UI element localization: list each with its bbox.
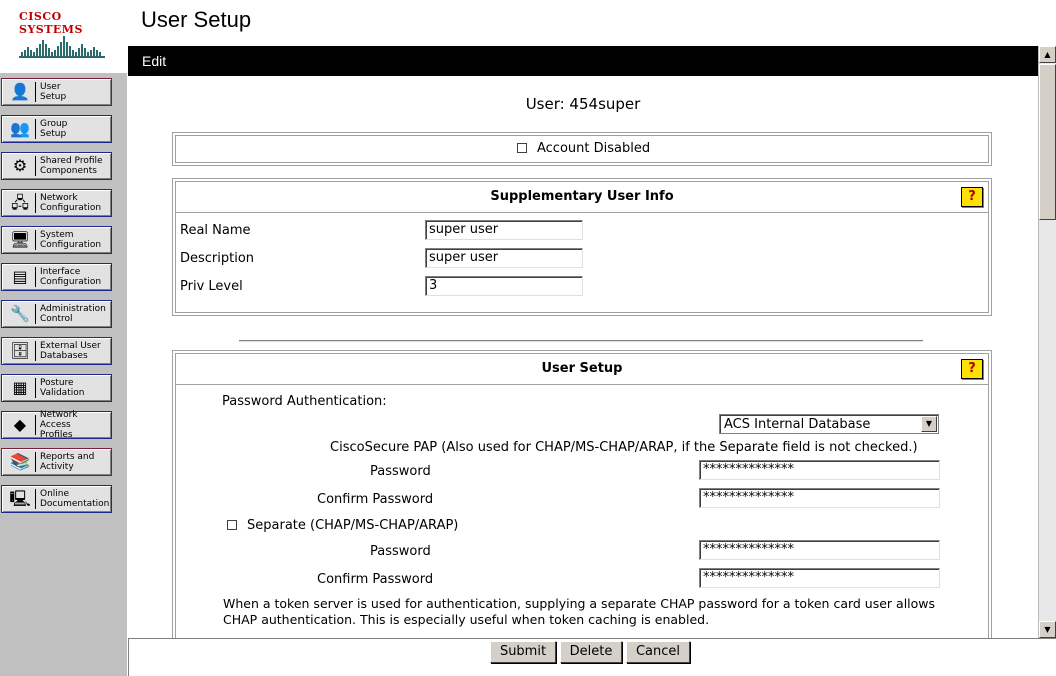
token-note: When a token server is used for authentication, supplying a separate CHAP password for a token card user allows CHAP authentication. This is especially useful when token caching is enabled.: [223, 596, 936, 627]
brand-name: CISCO SYSTEMS: [19, 10, 83, 36]
supplementary-panel: [172, 178, 992, 316]
account-disabled-checkbox[interactable]: [517, 143, 527, 153]
nav-separator: [35, 119, 36, 139]
auth-database-select[interactable]: [719, 414, 939, 434]
nav-label: Posture Validation: [40, 378, 85, 398]
online-docs-icon: 🖳: [9, 489, 31, 508]
admin-control-icon: 🔧: [10, 304, 30, 323]
interface-config-icon: ▤: [12, 267, 28, 286]
nav-label: Shared Profile Components: [40, 156, 103, 176]
nav-item-shared-profile[interactable]: [1, 152, 112, 180]
user-heading: User: 454super: [525, 95, 641, 113]
nav-separator: [35, 82, 36, 102]
nav-separator: [35, 452, 36, 472]
nav-separator: [35, 156, 36, 176]
delete-button[interactable]: Delete: [560, 641, 622, 663]
scroll-down-icon[interactable]: ▼: [1039, 621, 1056, 638]
nav-separator: [35, 193, 36, 213]
chap-confirm-password-field[interactable]: **************: [699, 568, 940, 588]
page-title: User Setup: [141, 7, 252, 32]
scroll-thumb[interactable]: [1039, 64, 1056, 220]
nav-label: Interface Configuration: [40, 267, 102, 287]
chevron-down-icon[interactable]: ▼: [921, 416, 937, 432]
help-icon[interactable]: ?: [961, 359, 983, 379]
reports-icon: 📚: [10, 452, 30, 471]
nav-item-posture-validation[interactable]: [1, 374, 112, 402]
vertical-scrollbar[interactable]: [1038, 46, 1056, 638]
nav-item-network-config[interactable]: [1, 189, 112, 217]
scroll-up-icon[interactable]: ▲: [1039, 46, 1056, 63]
pap-note: CiscoSecure PAP (Also used for CHAP/MS-CHAP/ARAP, if the Separate field is not checked.): [330, 440, 918, 455]
confirm-password-label: Confirm Password: [317, 492, 434, 507]
external-db-icon: 🗄: [9, 341, 31, 360]
nav-label: External User Databases: [40, 341, 101, 361]
shared-profile-icon: ⚙: [12, 156, 28, 175]
submit-button[interactable]: Submit: [490, 641, 556, 663]
section-bar: [128, 46, 1038, 76]
nav-label: User Setup: [40, 82, 67, 102]
main-content: [128, 76, 1038, 638]
nav-label: Online Documentation: [40, 489, 110, 509]
password-label: Password: [370, 464, 431, 479]
separate-label: Separate (CHAP/MS-CHAP/ARAP): [247, 518, 459, 533]
cisco-bridge-icon: [19, 24, 105, 58]
account-disabled-label: Account Disabled: [537, 141, 651, 156]
priv-level-field[interactable]: 3: [425, 276, 583, 296]
nav-item-admin-control[interactable]: [1, 300, 112, 328]
nav-label: System Configuration: [40, 230, 102, 250]
nav-separator: [35, 341, 36, 361]
nav-item-system-config[interactable]: [1, 226, 112, 254]
nav-label: Network Configuration: [40, 193, 102, 213]
nav-label: Reports and Activity: [40, 452, 95, 472]
form-footer: [128, 638, 1056, 676]
nav-separator: [35, 230, 36, 250]
network-access-icon: ◆: [13, 415, 27, 434]
supplementary-title: Supplementary User Info: [176, 182, 988, 213]
user-setup-title: User Setup: [176, 354, 988, 385]
confirm-password-field[interactable]: **************: [699, 488, 940, 508]
nav-item-online-docs[interactable]: [1, 485, 112, 513]
nav-item-network-access[interactable]: [1, 411, 112, 439]
nav-separator: [35, 304, 36, 324]
priv-level-label: Priv Level: [180, 279, 243, 294]
description-field[interactable]: super user: [425, 248, 583, 268]
real-name-label: Real Name: [180, 223, 251, 238]
password-field[interactable]: **************: [699, 460, 940, 480]
system-config-icon: 🖥: [9, 230, 31, 249]
network-config-icon: 🖧: [11, 193, 29, 212]
nav-item-interface-config[interactable]: [1, 263, 112, 291]
cancel-button[interactable]: Cancel: [626, 641, 690, 663]
nav-item-external-db[interactable]: [1, 337, 112, 365]
nav-separator: [35, 415, 36, 435]
section-title: Edit: [142, 53, 167, 69]
real-name-field[interactable]: super user: [425, 220, 583, 240]
left-nav: [0, 0, 127, 676]
chap-password-label: Password: [370, 544, 431, 559]
password-auth-label: Password Authentication:: [222, 394, 387, 409]
nav-item-reports[interactable]: [1, 448, 112, 476]
description-label: Description: [180, 251, 255, 266]
auth-database-value: ACS Internal Database: [724, 417, 871, 432]
chap-password-field[interactable]: **************: [699, 540, 940, 560]
nav-separator: [35, 489, 36, 509]
section-divider: [239, 340, 923, 342]
separate-checkbox[interactable]: [227, 520, 237, 530]
cisco-logo: [0, 0, 127, 73]
chap-confirm-password-label: Confirm Password: [317, 572, 434, 587]
help-icon[interactable]: ?: [961, 187, 983, 207]
user-setup-icon: 👤: [10, 82, 30, 101]
posture-validation-icon: ▦: [12, 378, 28, 397]
nav-label: Administration Control: [40, 304, 106, 324]
nav-item-user-setup[interactable]: [1, 78, 112, 106]
nav-separator: [35, 378, 36, 398]
nav-separator: [35, 267, 36, 287]
account-panel: [172, 132, 992, 166]
nav-label: Group Setup: [40, 119, 68, 139]
nav-item-group-setup[interactable]: [1, 115, 112, 143]
group-setup-icon: 👥: [10, 119, 30, 138]
nav-label: Network Access Profiles: [39, 410, 78, 440]
